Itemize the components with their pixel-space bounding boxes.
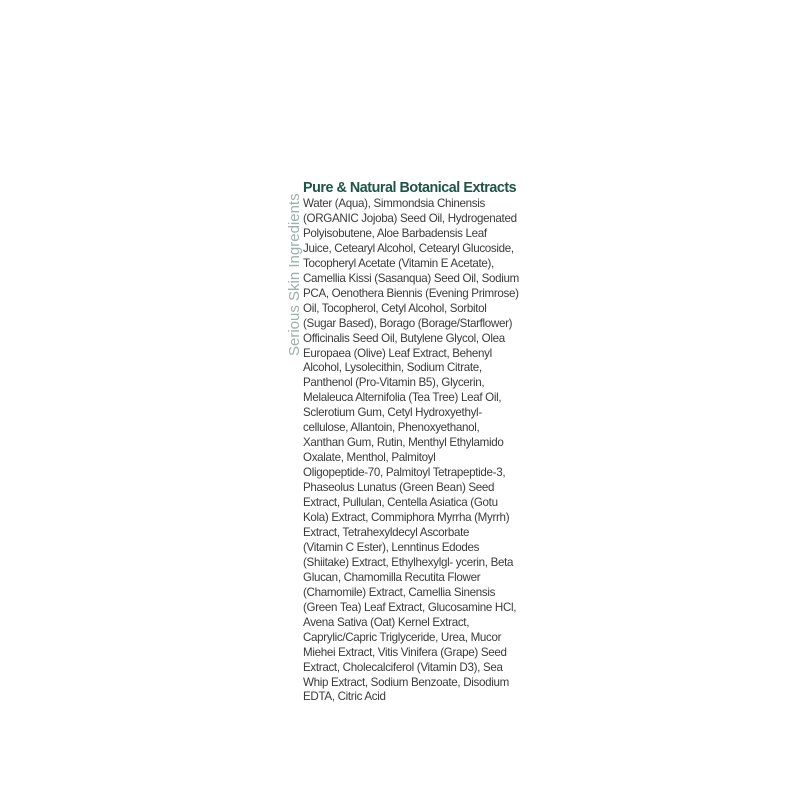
ingredients-line: Extract, Tetrahexyldecyl Ascorbate	[303, 525, 470, 539]
ingredients-line: Caprylic/Capric Triglyceride, Urea, Mucor	[303, 630, 502, 644]
ingredients-line: Camellia Kissi (Sasanqua) Seed Oil, Sodium	[303, 271, 519, 285]
ingredients-line: (Sugar Based), Borago (Borage/Starflower)	[303, 316, 513, 330]
ingredients-line: (Vitamin C Ester), Lenntinus Edodes	[303, 540, 480, 554]
ingredients-line: Polyisobutene, Aloe Barbadensis Leaf	[303, 226, 487, 240]
ingredients-line: Extract, Pullulan, Centella Asiatica (Gotu	[303, 496, 498, 510]
ingredients-line: Oil, Tocopherol, Cetyl Alcohol, Sorbitol	[303, 301, 487, 315]
ingredients-line: Juice, Cetearyl Alcohol, Cetearyl Glucoside,	[303, 241, 514, 255]
ingredients-line: Water (Aqua), Simmondsia Chinensis	[303, 197, 485, 210]
ingredients-line: Glucan, Chamomilla Recutita Flower	[303, 570, 481, 584]
ingredients-line: cellulose, Allantoin, Phenoxyethanol,	[303, 421, 480, 435]
ingredients-line: (Chamomile) Extract, Camellia Sinensis	[303, 585, 496, 599]
ingredients-line: Phaseolus Lunatus (Green Bean) Seed	[303, 481, 495, 495]
side-label-serious-skin-ingredients: Serious Skin Ingredients	[286, 193, 303, 356]
ingredients-line: Avena Sativa (Oat) Kernel Extract,	[303, 615, 470, 629]
ingredients-line: Alcohol, Lysolecithin, Sodium Citrate,	[303, 361, 482, 375]
ingredients-line: Tocopheryl Acetate (Vitamin E Acetate),	[303, 256, 494, 270]
ingredients-line: Melaleuca Alternifolia (Tea Tree) Leaf Oil,	[303, 391, 502, 405]
ingredients-line: Extract, Cholecalciferol (Vitamin D3), Sea	[303, 660, 503, 674]
ingredients-line: Xanthan Gum, Rutin, Menthyl Ethylamido	[303, 436, 504, 450]
ingredients-line: PCA, Oenothera Biennis (Evening Primrose)	[303, 286, 519, 300]
ingredients-line: Miehei Extract, Vitis Vinifera (Grape) Seed	[303, 645, 507, 659]
ingredients-heading: Pure & Natural Botanical Extracts	[303, 180, 517, 196]
ingredients-line: (Shiitake) Extract, Ethylhexylgl- ycerin, Beta	[303, 555, 514, 569]
ingredients-line: Sclerotium Gum, Cetyl Hydroxyethyl-	[303, 406, 482, 420]
ingredients-line: Oligopeptide-70, Palmitoyl Tetrapeptide-3,	[303, 466, 506, 480]
ingredients-line: Panthenol (Pro-Vitamin B5), Glycerin,	[303, 376, 485, 390]
ingredients-line: Officinalis Seed Oil, Butylene Glycol, Olea	[303, 331, 505, 345]
ingredients-line: Kola) Extract, Commiphora Myrrha (Myrrh)	[303, 511, 510, 525]
ingredients-list	[303, 197, 523, 705]
ingredients-line: Europaea (Olive) Leaf Extract, Behenyl	[303, 346, 492, 360]
ingredients-line: (ORGANIC Jojoba) Seed Oil, Hydrogenated	[303, 211, 517, 225]
ingredients-panel	[303, 180, 523, 705]
ingredients-line: Oxalate, Menthol, Palmitoyl	[303, 451, 436, 465]
ingredients-line: (Green Tea) Leaf Extract, Glucosamine HCl,	[303, 600, 517, 614]
ingredients-line: Whip Extract, Sodium Benzoate, Disodium	[303, 675, 509, 689]
ingredients-line: EDTA, Citric Acid	[303, 690, 386, 704]
